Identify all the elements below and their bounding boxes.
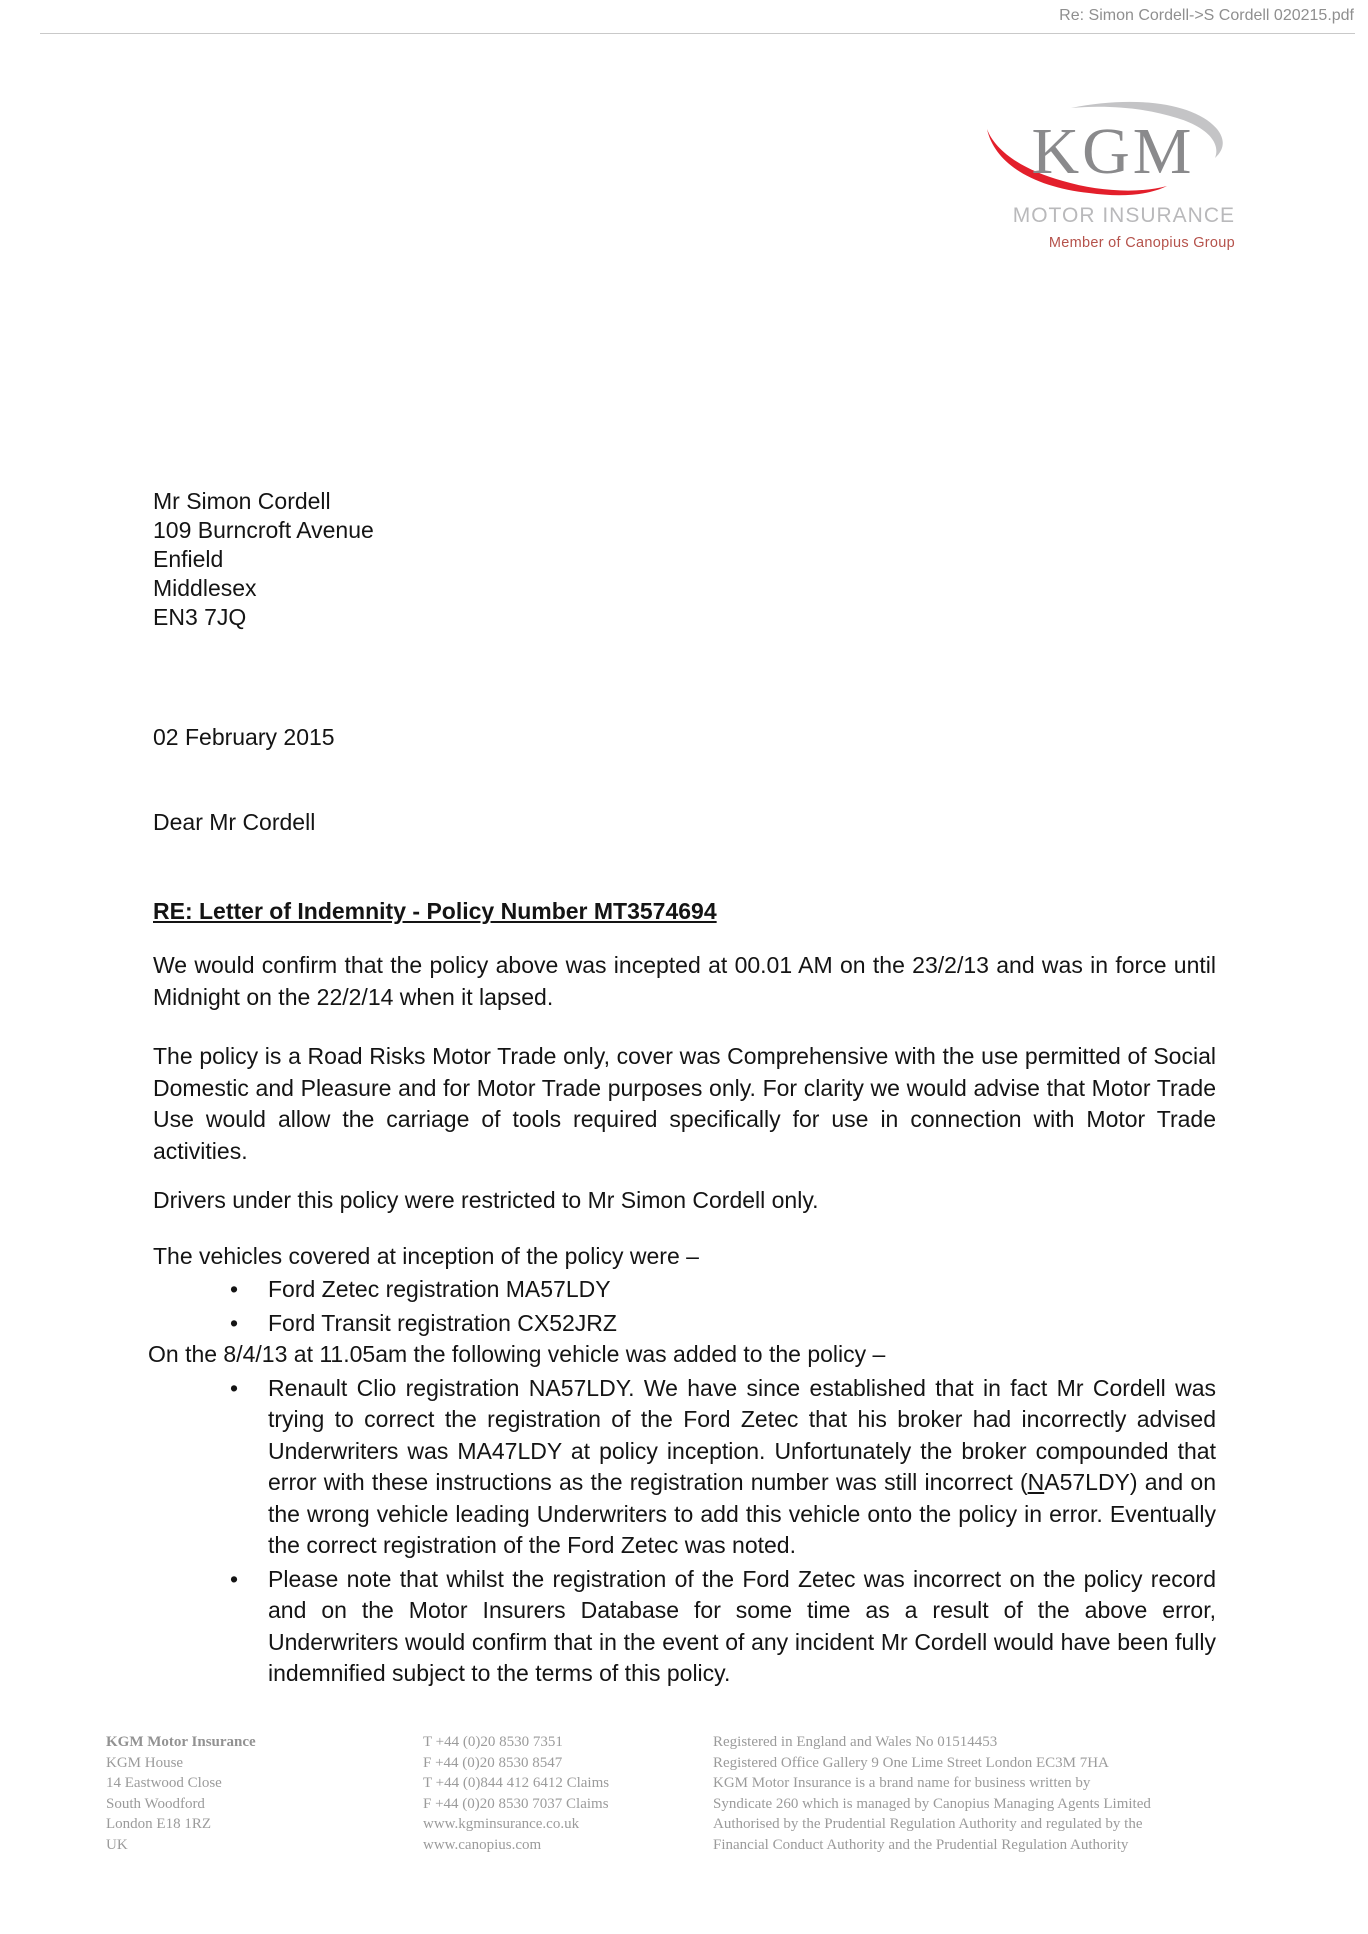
bullet-icon: •	[230, 1309, 239, 1336]
paragraph-incepted: We would confirm that the policy above was incepted at 00.01 AM on the 23/2/13 and was in force until Midnight on the 22/2/14 when it lapsed.	[153, 952, 1216, 1010]
footer-claims-phone-line: T +44 (0)844 412 6412 Claims	[423, 1775, 610, 1791]
logo-tagline-block	[965, 204, 1235, 251]
paragraph-vehicles-intro: The vehicles covered at inception of the policy were –	[153, 1242, 699, 1269]
footer-legal-line: KGM Motor Insurance is a brand name for business written by	[713, 1775, 1091, 1791]
window-filename: Re: Simon Cordell->S Cordell 020215.pdf	[1059, 7, 1354, 24]
renault-text-part2: A57LDY) and on the wrong vehicle leading Underwriters to add this vehicle onto the policy in error. Eventually the correct registration of the Ford Zetec was noted.	[268, 1469, 1216, 1558]
logo-member-line: Member of Canopius Group	[1048, 235, 1235, 251]
footer-contact-column	[423, 1732, 703, 1855]
bullet-icon: •	[230, 1276, 239, 1302]
logo-wordmark: KGM	[1031, 115, 1195, 188]
recipient-town: Enfield	[153, 546, 224, 572]
kgm-logo-icon	[985, 93, 1237, 205]
recipient-postcode: EN3 7JQ	[153, 604, 247, 630]
letter-body	[148, 487, 1216, 1690]
footer-address-line: 14 Eastwood Close	[106, 1775, 222, 1791]
footer-claims-fax-line: F +44 (0)20 8530 7037 Claims	[423, 1795, 609, 1812]
footer-legal-line: Authorised by the Prudential Regulation Authority and regulated by the	[713, 1816, 1143, 1832]
footer-legal-line: Registered Office Gallery 9 One Lime Street London EC3M 7HA	[713, 1754, 1109, 1771]
bullet-icon: •	[230, 1374, 239, 1401]
salutation: Dear Mr Cordell	[153, 809, 316, 835]
footer-legal-line: Financial Conduct Authority and the Prudential Regulation Authority	[713, 1836, 1129, 1853]
footer-address-line: UK	[106, 1836, 128, 1853]
vehicle-bullet-text: Ford Transit registration CX52JRZ	[268, 1309, 617, 1336]
subject-line: RE: Letter of Indemnity - Policy Number MT3574694	[153, 898, 717, 924]
vehicle-bullet-transit	[153, 1308, 1216, 1340]
footer-legal-line: Syndicate 260 which is managed by Canopius Managing Agents Limited	[713, 1795, 1151, 1812]
footer-address-line: London E18 1RZ	[106, 1816, 211, 1832]
recipient-street: 109 Burncroft Avenue	[153, 517, 374, 543]
footer-legal-column	[713, 1732, 1213, 1855]
vehicle-bullet-zetec	[153, 1274, 1216, 1306]
note-bullet-text: Please note that whilst the registration of the Ford Zetec was incorrect on the policy record and on the Motor Insurers Database for some time as a result of the above error, Underwriters would confirm that in the event of any incident Mr Cordell would have been fully indemnified subject to the terms of this policy.	[268, 1565, 1216, 1686]
footer-website-kgm: www.kgminsurance.co.uk	[423, 1816, 580, 1832]
footer-legal-line: Registered in England and Wales No 01514453	[713, 1734, 998, 1750]
footer-address-line: South Woodford	[106, 1795, 205, 1812]
bullet-icon: •	[230, 1565, 239, 1592]
logo-tagline: MOTOR INSURANCE	[1012, 204, 1235, 227]
recipient-address	[153, 487, 1216, 632]
renault-underlined-letter: N	[1027, 1469, 1045, 1495]
recipient-county: Middlesex	[153, 575, 257, 601]
footer-website-canopius: www.canopius.com	[423, 1836, 542, 1853]
footer-fax-line: F +44 (0)20 8530 8547	[423, 1754, 563, 1771]
letter-date: 02 February 2015	[153, 724, 335, 750]
paragraph-policy-cover: The policy is a Road Risks Motor Trade only, cover was Comprehensive with the use permitted of Social Domestic and Pleasure and for Motor Trade purposes only. For clarity we would advise that Motor Trade Use would allow the carriage of tools required specifically for use in connection with Motor Trade activities.	[153, 1043, 1216, 1164]
header-divider	[40, 33, 1355, 34]
footer-address-column	[106, 1732, 406, 1855]
paragraph-vehicle-added: On the 8/4/13 at 11.05am the following vehicle was added to the policy –	[148, 1341, 886, 1367]
footer-address-line: KGM House	[106, 1754, 184, 1771]
renault-bullet-text	[268, 1373, 1216, 1562]
renault-text-part1: Renault Clio registration NA57LDY. We have since established that in fact Mr Cordell was trying to correct the registration of the Ford Zetec that his broker had incorrectly advised Underwriters was MA47LDY at policy inception. Unfortunately the broker compounded that error with these instructions as the registration number was still incorrect (	[268, 1374, 1216, 1495]
paragraph-drivers: Drivers under this policy were restricted to Mr Simon Cordell only.	[153, 1187, 819, 1213]
note-bullet	[153, 1564, 1216, 1690]
footer-company-name: KGM Motor Insurance	[106, 1734, 256, 1750]
footer-phone-line: T +44 (0)20 8530 7351	[423, 1734, 563, 1750]
vehicle-bullet-text: Ford Zetec registration MA57LDY	[268, 1276, 611, 1302]
renault-bullet	[153, 1373, 1216, 1562]
recipient-name: Mr Simon Cordell	[153, 488, 331, 514]
